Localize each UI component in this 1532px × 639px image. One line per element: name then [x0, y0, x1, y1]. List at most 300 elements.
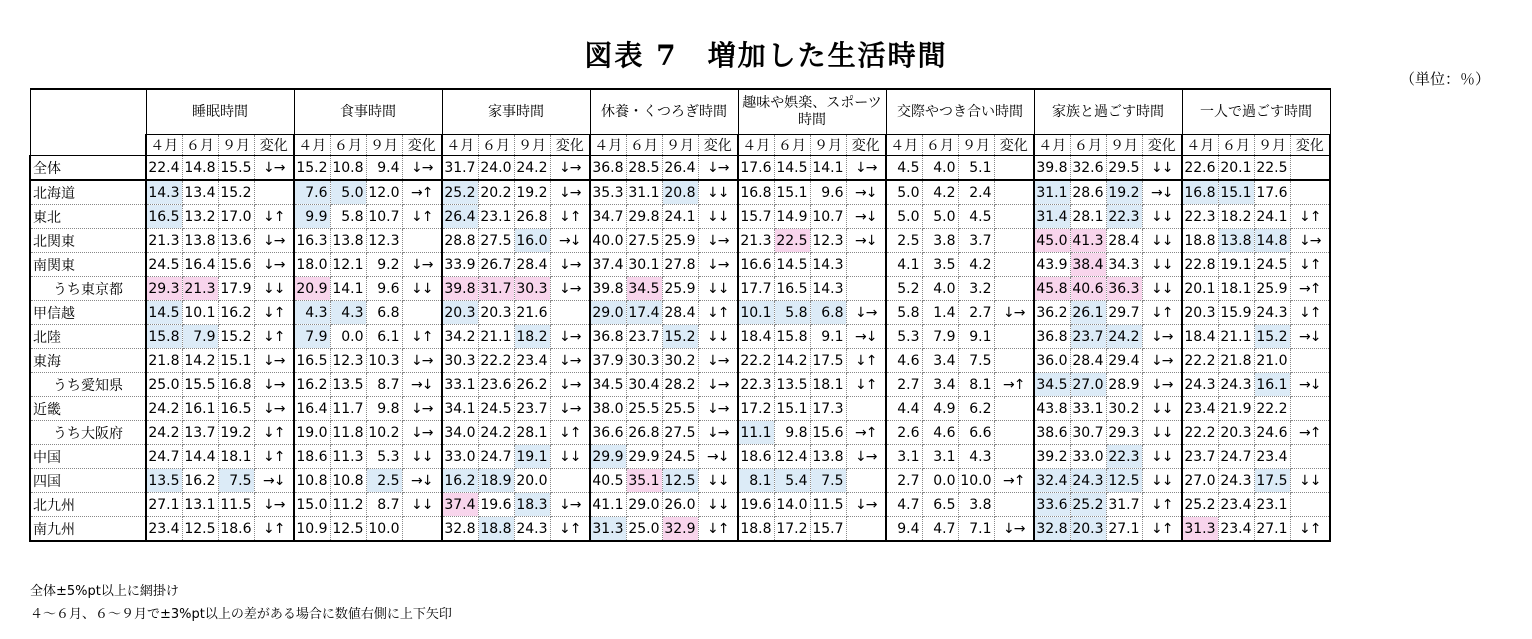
value-cell: 5.8 — [330, 205, 366, 229]
change-cell: ↓↑ — [254, 325, 294, 349]
value-cell: 7.9 — [294, 325, 330, 349]
value-cell: 34.0 — [442, 421, 478, 445]
value-cell: 2.7 — [958, 301, 994, 325]
value-cell: 16.5 — [774, 277, 810, 301]
value-cell: 11.5 — [218, 493, 254, 517]
value-cell: 38.4 — [1070, 253, 1106, 277]
table-body — [30, 156, 1330, 542]
note-arrows: ４～６月、６～９月で±3%pt以上の差がある場合に数値右側に上下矢印 — [30, 607, 452, 622]
subheader-cell: ４月 — [146, 135, 182, 156]
row-label: 東北 — [30, 205, 146, 229]
change-cell: ↓→ — [254, 349, 294, 373]
value-cell: 24.2 — [146, 421, 182, 445]
value-cell: 24.7 — [146, 445, 182, 469]
value-cell: 29.4 — [1106, 349, 1142, 373]
value-cell: 18.2 — [1218, 205, 1254, 229]
row-label: 北関東 — [30, 229, 146, 253]
change-cell: →↓ — [402, 469, 442, 493]
value-cell: 29.8 — [626, 205, 662, 229]
value-cell: 21.6 — [514, 301, 550, 325]
row-label: 南九州 — [30, 517, 146, 542]
value-cell: 18.4 — [738, 325, 774, 349]
change-cell: ↓↑ — [254, 445, 294, 469]
change-cell: ↓↓ — [1142, 397, 1182, 421]
change-cell: ↓→ — [698, 253, 738, 277]
value-cell: 34.1 — [442, 397, 478, 421]
data-table — [29, 88, 1331, 542]
change-cell: ↓↑ — [402, 325, 442, 349]
change-cell: →↓ — [1290, 325, 1330, 349]
value-cell: 15.6 — [218, 253, 254, 277]
value-cell: 5.3 — [886, 325, 922, 349]
value-cell: 8.1 — [958, 373, 994, 397]
value-cell: 28.9 — [1106, 373, 1142, 397]
subheader-cell: ４月 — [738, 135, 774, 156]
subheader-cell: ９月 — [958, 135, 994, 156]
value-cell: 24.2 — [514, 156, 550, 181]
change-cell: ↓↑ — [698, 301, 738, 325]
value-cell: 10.7 — [366, 205, 402, 229]
value-cell: 12.5 — [662, 469, 698, 493]
change-cell — [994, 156, 1034, 181]
value-cell: 27.8 — [662, 253, 698, 277]
value-cell: 27.5 — [478, 229, 514, 253]
value-cell: 13.5 — [774, 373, 810, 397]
value-cell: 6.8 — [366, 301, 402, 325]
change-cell: →↓ — [846, 180, 886, 205]
value-cell: 28.5 — [626, 156, 662, 181]
change-cell: ↓↑ — [846, 373, 886, 397]
value-cell: 17.3 — [810, 397, 846, 421]
value-cell: 9.6 — [366, 277, 402, 301]
value-cell: 15.5 — [218, 156, 254, 181]
value-cell: 4.6 — [922, 421, 958, 445]
value-cell: 5.0 — [922, 205, 958, 229]
value-cell: 4.0 — [922, 156, 958, 181]
value-cell: 4.0 — [922, 277, 958, 301]
change-cell: →↓ — [846, 205, 886, 229]
value-cell: 9.1 — [810, 325, 846, 349]
value-cell: 7.5 — [958, 349, 994, 373]
value-cell: 20.3 — [442, 301, 478, 325]
value-cell: 30.3 — [514, 277, 550, 301]
change-cell: ↓→ — [698, 397, 738, 421]
value-cell: 24.2 — [478, 421, 514, 445]
value-cell: 21.8 — [1218, 349, 1254, 373]
value-cell: 13.5 — [330, 373, 366, 397]
value-cell: 23.1 — [478, 205, 514, 229]
value-cell: 39.8 — [442, 277, 478, 301]
value-cell: 22.3 — [738, 373, 774, 397]
change-cell — [994, 180, 1034, 205]
value-cell: 19.2 — [1106, 180, 1142, 205]
value-cell: 28.1 — [1070, 205, 1106, 229]
group-header: 趣味や娯楽、スポーツ時間 — [738, 89, 886, 135]
value-cell: 25.0 — [626, 517, 662, 542]
change-cell: ↓→ — [698, 156, 738, 181]
value-cell: 22.2 — [1182, 349, 1218, 373]
change-cell: ↓→ — [550, 180, 590, 205]
value-cell: 38.0 — [590, 397, 626, 421]
change-cell: →↑ — [994, 373, 1034, 397]
row-label: うち東京都 — [30, 277, 146, 301]
value-cell: 27.0 — [1182, 469, 1218, 493]
subheader-cell: ６月 — [774, 135, 810, 156]
value-cell: 9.8 — [774, 421, 810, 445]
value-cell: 18.1 — [1218, 277, 1254, 301]
value-cell: 33.0 — [1070, 445, 1106, 469]
value-cell: 12.3 — [366, 229, 402, 253]
corner-cell — [30, 89, 146, 156]
value-cell: 30.3 — [442, 349, 478, 373]
change-cell: →↑ — [1290, 421, 1330, 445]
table-row — [30, 156, 1330, 181]
table-row — [30, 421, 1330, 445]
subheader-cell: 変化 — [550, 135, 590, 156]
value-cell: 31.7 — [1106, 493, 1142, 517]
value-cell: 17.7 — [738, 277, 774, 301]
value-cell: 3.7 — [958, 229, 994, 253]
value-cell: 18.6 — [218, 517, 254, 542]
value-cell: 30.4 — [626, 373, 662, 397]
value-cell: 20.3 — [1218, 421, 1254, 445]
change-cell: ↓↑ — [550, 421, 590, 445]
value-cell: 21.9 — [1218, 397, 1254, 421]
value-cell: 9.4 — [366, 156, 402, 181]
subheader-cell: ６月 — [922, 135, 958, 156]
change-cell — [254, 180, 294, 205]
change-cell — [846, 517, 886, 542]
value-cell: 24.1 — [1254, 205, 1290, 229]
change-cell: ↓↑ — [1290, 205, 1330, 229]
value-cell: 23.6 — [478, 373, 514, 397]
value-cell: 4.7 — [922, 517, 958, 542]
subheader-cell: ６月 — [330, 135, 366, 156]
value-cell: 25.9 — [662, 229, 698, 253]
value-cell: 36.2 — [1034, 301, 1070, 325]
value-cell: 3.1 — [922, 445, 958, 469]
value-cell: 13.8 — [182, 229, 218, 253]
value-cell: 15.2 — [218, 180, 254, 205]
value-cell: 5.3 — [366, 445, 402, 469]
value-cell: 29.0 — [626, 493, 662, 517]
value-cell: 31.4 — [1034, 205, 1070, 229]
change-cell — [1290, 445, 1330, 469]
change-cell: ↓↓ — [1142, 156, 1182, 181]
value-cell: 11.2 — [330, 493, 366, 517]
value-cell: 16.2 — [294, 373, 330, 397]
value-cell: 14.9 — [774, 205, 810, 229]
value-cell: 18.8 — [478, 517, 514, 542]
value-cell: 8.7 — [366, 373, 402, 397]
value-cell: 15.8 — [774, 325, 810, 349]
change-cell: ↓↓ — [402, 445, 442, 469]
value-cell: 28.4 — [662, 301, 698, 325]
value-cell: 32.8 — [442, 517, 478, 542]
value-cell: 32.9 — [662, 517, 698, 542]
value-cell: 15.8 — [146, 325, 182, 349]
value-cell: 39.8 — [1034, 156, 1070, 181]
change-cell: ↓→ — [550, 493, 590, 517]
change-cell: ↓↑ — [1142, 493, 1182, 517]
value-cell: 3.5 — [922, 253, 958, 277]
value-cell: 18.1 — [218, 445, 254, 469]
change-cell — [994, 349, 1034, 373]
value-cell: 23.4 — [1254, 445, 1290, 469]
value-cell: 23.7 — [1182, 445, 1218, 469]
value-cell: 30.1 — [626, 253, 662, 277]
value-cell: 32.4 — [1034, 469, 1070, 493]
change-cell: ↓↓ — [254, 277, 294, 301]
change-cell: →↑ — [994, 469, 1034, 493]
value-cell: 13.6 — [218, 229, 254, 253]
change-cell: →↓ — [846, 229, 886, 253]
value-cell: 26.0 — [662, 493, 698, 517]
value-cell: 6.1 — [366, 325, 402, 349]
change-cell: ↓↑ — [1290, 301, 1330, 325]
change-cell — [1290, 180, 1330, 205]
value-cell: 16.5 — [218, 397, 254, 421]
value-cell: 27.5 — [662, 421, 698, 445]
value-cell: 28.1 — [514, 421, 550, 445]
value-cell: 14.8 — [1254, 229, 1290, 253]
change-cell: ↓→ — [698, 373, 738, 397]
value-cell: 39.8 — [590, 277, 626, 301]
change-cell: ↓→ — [1142, 373, 1182, 397]
value-cell: 9.1 — [958, 325, 994, 349]
value-cell: 30.2 — [662, 349, 698, 373]
row-label: 東海 — [30, 349, 146, 373]
value-cell: 24.6 — [1254, 421, 1290, 445]
value-cell: 2.5 — [366, 469, 402, 493]
value-cell: 39.2 — [1034, 445, 1070, 469]
value-cell: 32.6 — [1070, 156, 1106, 181]
table-row — [30, 469, 1330, 493]
value-cell: 16.2 — [442, 469, 478, 493]
change-cell: ↓↑ — [1142, 301, 1182, 325]
value-cell: 9.8 — [366, 397, 402, 421]
value-cell: 16.1 — [182, 397, 218, 421]
change-cell: ↓↓ — [402, 277, 442, 301]
change-cell: ↓→ — [550, 253, 590, 277]
change-cell: ↓↓ — [698, 180, 738, 205]
change-cell: ↓↑ — [254, 421, 294, 445]
change-cell: ↓↑ — [1290, 517, 1330, 542]
value-cell: 34.5 — [1034, 373, 1070, 397]
value-cell: 38.6 — [1034, 421, 1070, 445]
value-cell: 9.6 — [810, 180, 846, 205]
value-cell: 16.8 — [738, 180, 774, 205]
value-cell: 19.0 — [294, 421, 330, 445]
value-cell: 41.3 — [1070, 229, 1106, 253]
change-cell: ↓↑ — [402, 205, 442, 229]
table-row — [30, 180, 1330, 205]
value-cell: 31.3 — [590, 517, 626, 542]
value-cell: 25.0 — [146, 373, 182, 397]
value-cell: 21.3 — [146, 229, 182, 253]
value-cell: 36.6 — [590, 421, 626, 445]
value-cell: 14.0 — [774, 493, 810, 517]
change-cell — [994, 277, 1034, 301]
value-cell: 12.5 — [182, 517, 218, 542]
change-cell: ↓↓ — [1142, 421, 1182, 445]
change-cell — [994, 493, 1034, 517]
value-cell: 34.5 — [626, 277, 662, 301]
value-cell: 16.2 — [218, 301, 254, 325]
subheader-cell: 変化 — [254, 135, 294, 156]
value-cell: 2.7 — [886, 469, 922, 493]
value-cell: 0.0 — [330, 325, 366, 349]
value-cell: 16.0 — [514, 229, 550, 253]
value-cell: 25.2 — [1182, 493, 1218, 517]
value-cell: 31.7 — [442, 156, 478, 181]
value-cell: 4.6 — [886, 349, 922, 373]
subheader-cell: 変化 — [1142, 135, 1182, 156]
value-cell: 20.9 — [294, 277, 330, 301]
value-cell: 13.8 — [330, 229, 366, 253]
table-row — [30, 205, 1330, 229]
value-cell: 19.1 — [1218, 253, 1254, 277]
value-cell: 22.2 — [1254, 397, 1290, 421]
value-cell: 10.1 — [182, 301, 218, 325]
change-cell: ↓→ — [402, 349, 442, 373]
value-cell: 24.2 — [1106, 325, 1142, 349]
value-cell: 23.4 — [1218, 517, 1254, 542]
value-cell: 18.8 — [1182, 229, 1218, 253]
value-cell: 40.6 — [1070, 277, 1106, 301]
value-cell: 6.8 — [810, 301, 846, 325]
subheader-cell: 変化 — [402, 135, 442, 156]
change-cell: ↓→ — [698, 349, 738, 373]
value-cell: 10.2 — [366, 421, 402, 445]
table-row — [30, 253, 1330, 277]
change-cell: ↓↑ — [254, 205, 294, 229]
table-row — [30, 349, 1330, 373]
value-cell: 21.1 — [478, 325, 514, 349]
subheader-cell: ４月 — [442, 135, 478, 156]
change-cell — [550, 301, 590, 325]
value-cell: 22.6 — [1182, 156, 1218, 181]
group-header-row — [30, 89, 1330, 135]
value-cell: 19.6 — [738, 493, 774, 517]
value-cell: 18.9 — [478, 469, 514, 493]
value-cell: 8.7 — [366, 493, 402, 517]
value-cell: 37.4 — [590, 253, 626, 277]
change-cell — [1290, 493, 1330, 517]
change-cell: ↓↓ — [698, 469, 738, 493]
value-cell: 4.3 — [330, 301, 366, 325]
value-cell: 33.1 — [442, 373, 478, 397]
value-cell: 26.8 — [626, 421, 662, 445]
value-cell: 25.5 — [626, 397, 662, 421]
change-cell: ↓→ — [254, 229, 294, 253]
change-cell: ↓→ — [402, 421, 442, 445]
change-cell: ↓→ — [994, 517, 1034, 542]
change-cell: ↓↓ — [1142, 253, 1182, 277]
change-cell: ↓↑ — [846, 349, 886, 373]
value-cell: 6.5 — [922, 493, 958, 517]
value-cell: 9.2 — [366, 253, 402, 277]
value-cell: 34.5 — [590, 373, 626, 397]
value-cell: 12.5 — [1106, 469, 1142, 493]
subheader-cell: 変化 — [698, 135, 738, 156]
value-cell: 40.0 — [590, 229, 626, 253]
value-cell: 5.0 — [886, 205, 922, 229]
note-shading: 全体±5%pt以上に網掛け — [30, 584, 179, 599]
value-cell: 34.3 — [1106, 253, 1142, 277]
value-cell: 17.9 — [218, 277, 254, 301]
value-cell: 14.8 — [182, 156, 218, 181]
value-cell: 17.0 — [218, 205, 254, 229]
change-cell: ↓→ — [254, 397, 294, 421]
value-cell: 8.1 — [738, 469, 774, 493]
value-cell: 21.1 — [1218, 325, 1254, 349]
value-cell: 7.6 — [294, 180, 330, 205]
value-cell: 5.8 — [886, 301, 922, 325]
value-cell: 31.1 — [626, 180, 662, 205]
value-cell: 18.8 — [738, 517, 774, 542]
value-cell: 30.7 — [1070, 421, 1106, 445]
value-cell: 4.5 — [958, 205, 994, 229]
value-cell: 5.8 — [774, 301, 810, 325]
value-cell: 22.2 — [478, 349, 514, 373]
change-cell — [1290, 397, 1330, 421]
value-cell: 15.9 — [1218, 301, 1254, 325]
value-cell: 5.4 — [774, 469, 810, 493]
value-cell: 25.9 — [1254, 277, 1290, 301]
table-row — [30, 397, 1330, 421]
value-cell: 28.8 — [442, 229, 478, 253]
value-cell: 23.4 — [1218, 493, 1254, 517]
subheader-cell: ６月 — [1070, 135, 1106, 156]
group-header: 一人で過ごす時間 — [1182, 89, 1330, 135]
value-cell: 15.1 — [774, 397, 810, 421]
value-cell: 3.2 — [958, 277, 994, 301]
value-cell: 18.3 — [514, 493, 550, 517]
subheader-cell: 変化 — [846, 135, 886, 156]
value-cell: 24.2 — [146, 397, 182, 421]
value-cell: 15.7 — [738, 205, 774, 229]
change-cell — [994, 253, 1034, 277]
change-cell — [1290, 156, 1330, 181]
change-cell — [846, 277, 886, 301]
value-cell: 14.3 — [810, 277, 846, 301]
value-cell: 12.3 — [330, 349, 366, 373]
value-cell: 10.0 — [958, 469, 994, 493]
change-cell — [846, 469, 886, 493]
group-header: 家族と過ごす時間 — [1034, 89, 1182, 135]
value-cell: 15.7 — [810, 517, 846, 542]
subheader-cell: ４月 — [886, 135, 922, 156]
change-cell: ↓→ — [550, 373, 590, 397]
group-header: 家事時間 — [442, 89, 590, 135]
value-cell: 33.9 — [442, 253, 478, 277]
value-cell: 2.4 — [958, 180, 994, 205]
change-cell: →↓ — [550, 229, 590, 253]
value-cell: 14.2 — [774, 349, 810, 373]
change-cell: ↓↓ — [550, 445, 590, 469]
table-row — [30, 301, 1330, 325]
value-cell: 16.5 — [146, 205, 182, 229]
value-cell: 15.0 — [294, 493, 330, 517]
value-cell: 6.6 — [958, 421, 994, 445]
value-cell: 24.5 — [662, 445, 698, 469]
value-cell: 27.1 — [1254, 517, 1290, 542]
value-cell: 11.3 — [330, 445, 366, 469]
value-cell: 36.0 — [1034, 349, 1070, 373]
value-cell: 28.4 — [1106, 229, 1142, 253]
row-label: 北九州 — [30, 493, 146, 517]
